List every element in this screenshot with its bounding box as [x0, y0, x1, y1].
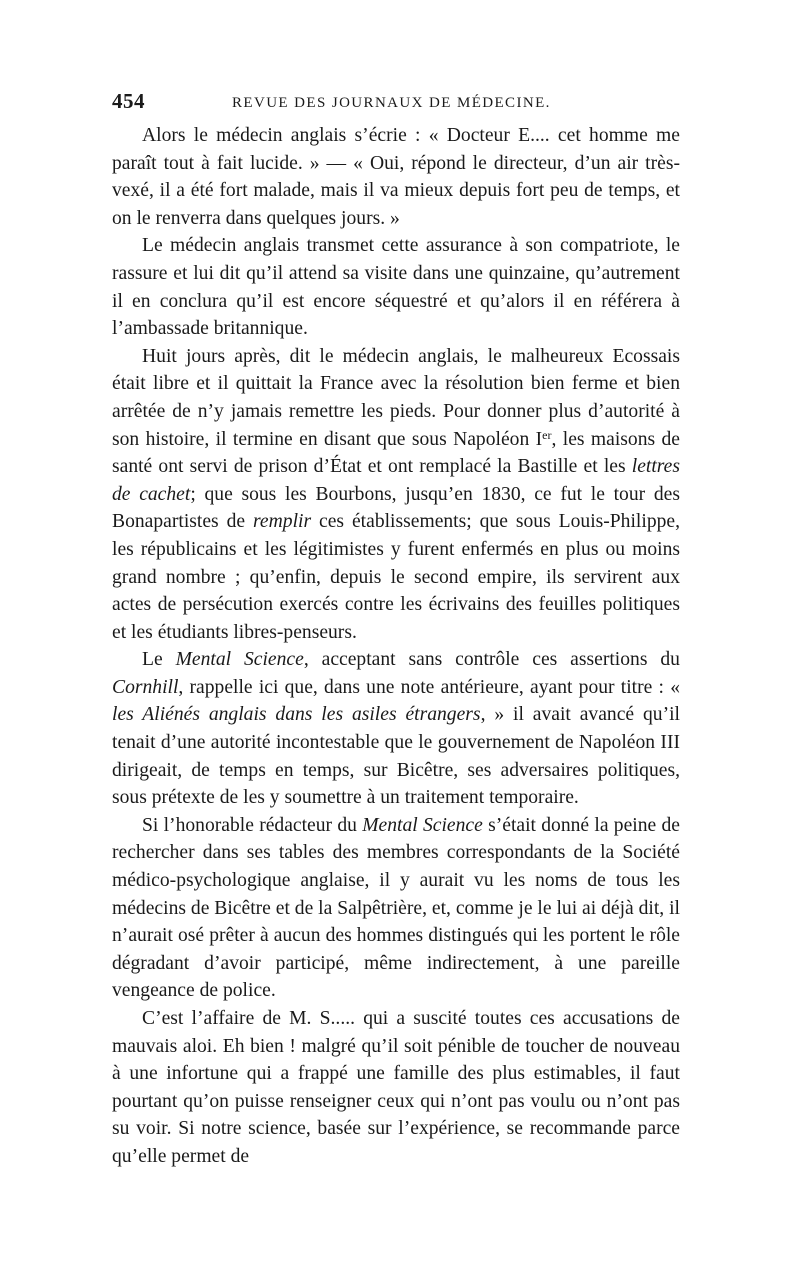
superscript-er: er: [542, 427, 552, 442]
paragraph-text: ; que sous les Bourbons, jusqu’en 1830, ce fut le tour des Bonapartistes de: [112, 483, 680, 533]
paragraph-text: , les maisons de santé ont servi de prison d’État et ont remplacé la Bastille et les: [112, 428, 680, 478]
journal-title: REVUE DES JOURNAUX DE MÉDECINE.: [232, 95, 551, 111]
paragraph-text: , acceptant sans contrôle ces assertions du: [303, 649, 680, 671]
italic-phrase: remplir: [253, 511, 312, 533]
journal-name-italic: Mental Science: [362, 814, 483, 836]
paragraph-text: Si l’honorable rédacteur du: [142, 814, 363, 836]
page-number: 454: [112, 89, 145, 113]
paragraph-2: [112, 232, 680, 342]
paragraph-3: [112, 343, 680, 647]
paragraph-text: Huit jours après, dit le médecin anglais, le malheureux Ecossais était libre et il quittait la France avec la résolution bien ferme et bien arrêtée de n’y jamais remettre les pieds. Pour donner plus d’autorité à son histoire, il termine en disant que sous Napoléon I: [112, 345, 680, 450]
paragraph-6: [112, 1005, 680, 1171]
paragraph-text: , » il avait avancé qu’il tenait d’une autorité incontestable que le gouvernement de Napoléon III dirigeait, de temps en temps, sur Bicêtre, ses adversaires politiques, sous prétexte de les y soumettre à un traitement temporaire.: [112, 704, 680, 809]
paragraph-5: [112, 812, 680, 1005]
paragraph-text: C’est l’affaire de M. S..... qui a suscité toutes ces accusations de mauvais aloi. Eh bien ! malgré qu’il soit pénible de toucher de nouveau à une infortune qui a frappé une famille des plus estimables, il faut pourtant qu’on puisse renseigner ceux qui n’ont pas voulu ou n’ont pas su voir. Si notre science, basée sur l’expérience, se recommande parce qu’elle permet de: [112, 1008, 680, 1167]
running-head: [112, 88, 680, 118]
body-text: [112, 122, 680, 1171]
paragraph-text: Le médecin anglais transmet cette assurance à son compatriote, le rassure et lui dit qu’il attend sa visite dans une quinzaine, qu’autrement il en conclura qu’il est encore séquestré et qu’alors il en référera à l’ambassade britannique.: [112, 235, 680, 340]
italic-phrase: lettres de cachet: [112, 456, 680, 505]
paragraph-text: ces établissements; que sous Louis-Philippe, les républicains et les légitimistes y furent enfermés en plus ou moins grand nombre ; qu’enfin, depuis le second empire, ils servirent aux actes de persécution exercés contre les écrivains des feuilles politiques et les étudiants libres-penseurs.: [112, 511, 681, 643]
paragraph-4: [112, 646, 680, 812]
italic-title: les Aliénés anglais dans les asiles étrangers: [112, 704, 481, 726]
paragraph-text: s’était donné la peine de rechercher dans ses tables des membres correspondants de la Société médico-psychologique anglaise, il y aurait vu les noms de tous les médecins de Bicêtre et de la Salpêtrière, et, comme je le lui ai déjà dit, il n’aurait osé prêter à aucun des hommes distingués qui les portent le rôle dégradant d’avoir participé, même indirectement, à une pareille vengeance de police.: [112, 814, 681, 1002]
journal-name-italic: Mental Science: [175, 649, 304, 671]
paragraph-text: Le: [142, 649, 176, 671]
book-page: [112, 88, 680, 1171]
paragraph-text: Alors le médecin anglais s’écrie : « Docteur E.... cet homme me paraît tout à fait lucide. » — « Oui, répond le directeur, d’un air très-vexé, il a été fort malade, mais il va mieux depuis fort peu de temps, et on le renverra dans quelques jours. »: [112, 125, 680, 229]
journal-name-italic: Cornhill: [112, 676, 179, 698]
paragraph-text: , rappelle ici que, dans une note antérieure, ayant pour titre : «: [178, 676, 680, 698]
paragraph-1: [112, 122, 680, 232]
